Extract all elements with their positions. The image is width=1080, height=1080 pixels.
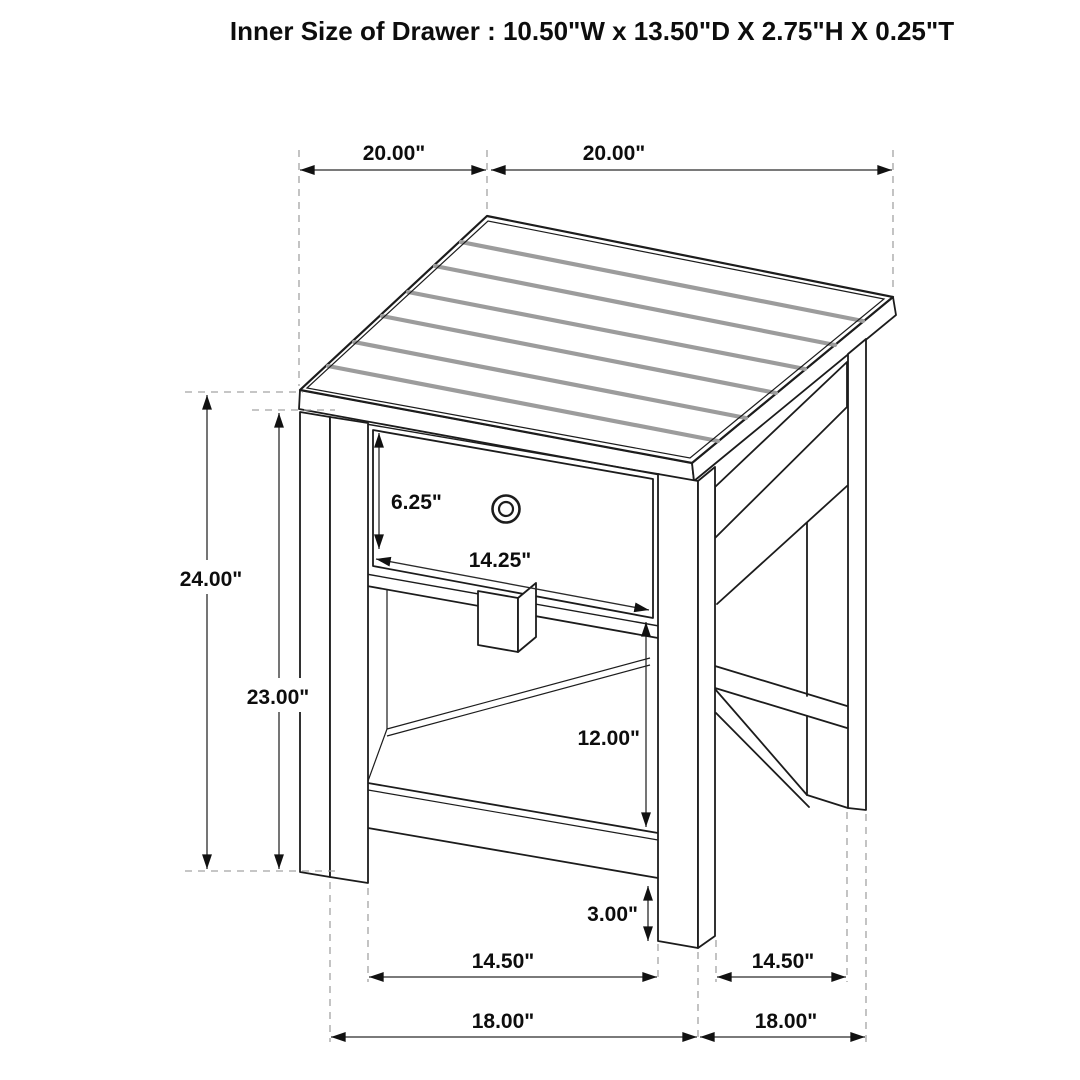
rear-foot-bottom xyxy=(807,795,848,808)
front-left-leg-outer-face xyxy=(300,412,330,877)
side-shelf-rail-top xyxy=(715,666,847,706)
dim-base-span-side xyxy=(700,1010,865,1037)
figure-title: Inner Size of Drawer : 10.50"W x 13.50"D X 2.75"H X 0.25"T xyxy=(229,16,955,46)
dim-bottom-clearance-label: 3.00" xyxy=(587,903,638,926)
dim-base-span-front xyxy=(331,1010,697,1037)
dim-bottom-clearance xyxy=(587,886,648,941)
shelf-back-edge-2 xyxy=(387,665,650,736)
dim-drawer-height-label: 6.25" xyxy=(391,491,442,514)
dim-drawer-width-label: 14.25" xyxy=(468,549,532,572)
drawer-knob xyxy=(493,496,520,523)
center-support-block xyxy=(478,583,536,652)
rear-right-leg-face xyxy=(848,339,866,810)
shelf xyxy=(368,658,658,878)
drawer-section xyxy=(366,424,659,729)
front-left-leg-front-face xyxy=(330,417,368,883)
dim-overall-height xyxy=(179,395,243,869)
shelf-front-top-edge xyxy=(368,783,658,833)
side-lower-brace-2 xyxy=(716,713,809,807)
dim-shelf-clearance-label: 12.00" xyxy=(577,727,640,750)
dim-overall-height-label: 24.00" xyxy=(179,568,243,591)
dim-leg-height-label: 23.00" xyxy=(246,686,310,709)
dim-top-depth-label: 20.00" xyxy=(362,142,426,165)
dim-inner-span-side-label: 14.50" xyxy=(751,950,815,973)
dim-inner-span-side xyxy=(717,950,846,977)
dim-inner-span-front xyxy=(369,950,657,977)
side-shelf-rail-bottom xyxy=(715,688,847,728)
dim-shelf-clearance xyxy=(577,622,646,827)
side-lower-brace-1 xyxy=(715,689,807,795)
table-drawing xyxy=(299,216,896,948)
dim-base-span-side-label: 18.00" xyxy=(754,1010,818,1033)
dim-top-width-label: 20.00" xyxy=(582,142,646,165)
shelf-back-edge xyxy=(387,658,650,729)
front-right-leg-side-face xyxy=(698,467,715,948)
dim-inner-span-front-label: 14.50" xyxy=(471,950,535,973)
dim-base-span-front-label: 18.00" xyxy=(471,1010,535,1033)
dim-top-width xyxy=(491,142,892,170)
front-right-leg-front-face xyxy=(658,474,698,948)
cubby-left-wall-base xyxy=(368,729,387,781)
dim-top-depth xyxy=(300,142,486,170)
shelf-front-top-edge-2 xyxy=(368,790,658,840)
shelf-front-bottom-edge xyxy=(368,828,658,878)
